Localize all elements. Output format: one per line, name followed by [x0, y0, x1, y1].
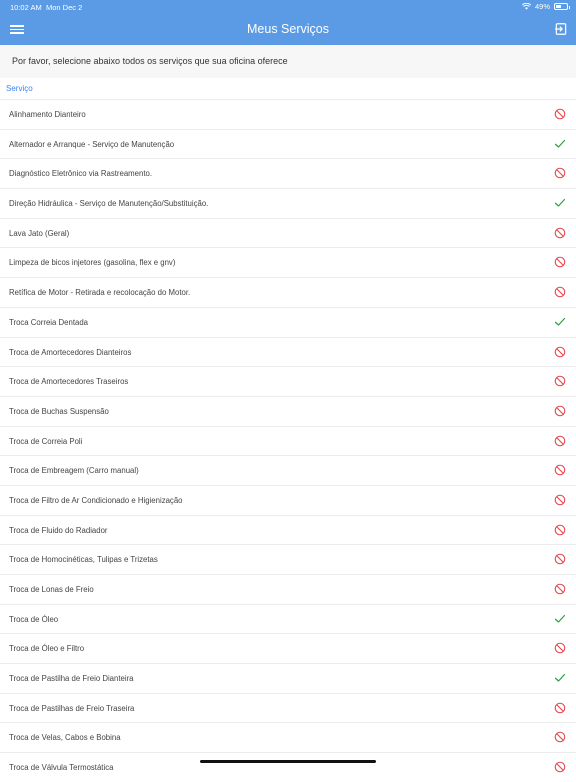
intro-text: Por favor, selecione abaixo todos os serviços que sua oficina oferece [12, 56, 288, 66]
service-row[interactable] [0, 633, 576, 663]
service-row[interactable] [0, 752, 576, 782]
service-row[interactable] [0, 307, 576, 337]
status-bar [0, 0, 576, 14]
service-row[interactable] [0, 218, 576, 248]
app-header [0, 14, 576, 45]
prohibited-icon[interactable] [554, 405, 566, 417]
service-label: Troca de Amortecedores Dianteiros [9, 347, 132, 357]
service-label: Troca de Homocinéticas, Tulipas e Trizetas [9, 555, 158, 565]
service-label: Troca de Óleo [9, 614, 59, 624]
checkmark-icon[interactable] [554, 672, 566, 684]
service-row[interactable] [0, 693, 576, 723]
prohibited-icon[interactable] [554, 167, 566, 179]
page-title: Meus Serviços [247, 22, 329, 36]
prohibited-icon[interactable] [554, 435, 566, 447]
service-row[interactable] [0, 722, 576, 752]
battery-percent: 49% [534, 2, 550, 11]
service-label: Troca de Fluido do Radiador [9, 525, 108, 535]
prohibited-icon[interactable] [554, 524, 566, 536]
checkmark-icon[interactable] [554, 138, 566, 150]
prohibited-icon[interactable] [554, 583, 566, 595]
service-label: Troca de Correia Poli [9, 436, 83, 446]
prohibited-icon[interactable] [554, 553, 566, 565]
service-row[interactable] [0, 485, 576, 515]
service-row[interactable] [0, 574, 576, 604]
service-label: Troca de Óleo e Filtro [9, 644, 85, 654]
service-label: Direção Hidráulica - Serviço de Manutenção/Substituição. [9, 199, 209, 209]
status-date: Mon Dec 2 [46, 3, 83, 12]
battery-icon [554, 3, 568, 10]
prohibited-icon[interactable] [554, 702, 566, 714]
service-label: Lava Jato (Geral) [9, 228, 70, 238]
service-row[interactable] [0, 544, 576, 574]
service-label: Alinhamento Dianteiro [9, 110, 86, 119]
service-row[interactable] [0, 337, 576, 367]
prohibited-icon[interactable] [554, 375, 566, 387]
prohibited-icon[interactable] [554, 227, 566, 239]
status-time: 10:02 AM [10, 3, 42, 12]
service-list [0, 99, 576, 782]
prohibited-icon[interactable] [554, 494, 566, 506]
service-label: Alternador e Arranque - Serviço de Manutenção [9, 139, 175, 149]
service-label: Troca de Lonas de Freio [9, 585, 94, 594]
service-row[interactable] [0, 396, 576, 426]
prohibited-icon[interactable] [554, 108, 566, 120]
checkmark-icon[interactable] [554, 197, 566, 209]
service-label: Troca de Amortecedores Traseiros [9, 377, 129, 387]
service-row[interactable] [0, 604, 576, 634]
service-row[interactable] [0, 426, 576, 456]
prohibited-icon[interactable] [554, 761, 566, 773]
service-row[interactable] [0, 129, 576, 159]
status-right [522, 2, 568, 11]
section-label: Serviço [6, 84, 33, 93]
service-label: Troca de Filtro de Ar Condicionado e Higienização [9, 495, 183, 505]
service-row[interactable] [0, 99, 576, 129]
service-label: Troca de Válvula Termostática [9, 763, 114, 773]
logout-icon[interactable] [554, 22, 568, 36]
service-label: Troca Correia Dentada [9, 317, 89, 327]
service-label: Limpeza de bicos injetores (gasolina, flex e gnv) [9, 258, 176, 268]
service-row[interactable] [0, 515, 576, 545]
section-header [0, 78, 576, 99]
service-row[interactable] [0, 247, 576, 277]
prohibited-icon[interactable] [554, 464, 566, 476]
service-label: Troca de Pastilhas de Freio Traseira [9, 703, 135, 713]
service-label: Troca de Embreagem (Carro manual) [9, 466, 139, 476]
service-row[interactable] [0, 663, 576, 693]
service-row[interactable] [0, 188, 576, 218]
service-row[interactable] [0, 455, 576, 485]
service-label: Troca de Buchas Suspensão [9, 406, 109, 416]
service-row[interactable] [0, 158, 576, 188]
service-row[interactable] [0, 277, 576, 307]
checkmark-icon[interactable] [554, 316, 566, 328]
service-label: Troca de Pastilha de Freio Dianteira [9, 674, 134, 684]
service-row[interactable] [0, 366, 576, 396]
prohibited-icon[interactable] [554, 286, 566, 298]
prohibited-icon[interactable] [554, 642, 566, 654]
prohibited-icon[interactable] [554, 256, 566, 268]
prohibited-icon[interactable] [554, 731, 566, 743]
home-indicator [200, 760, 376, 763]
intro-banner [0, 45, 576, 78]
wifi-icon [522, 3, 531, 10]
service-label: Retífica de Motor - Retirada e recolocação do Motor. [9, 288, 191, 298]
service-label: Troca de Velas, Cabos e Bobina [9, 733, 121, 743]
service-label: Diagnóstico Eletrônico via Rastreamento. [9, 169, 153, 179]
prohibited-icon[interactable] [554, 346, 566, 358]
checkmark-icon[interactable] [554, 613, 566, 625]
